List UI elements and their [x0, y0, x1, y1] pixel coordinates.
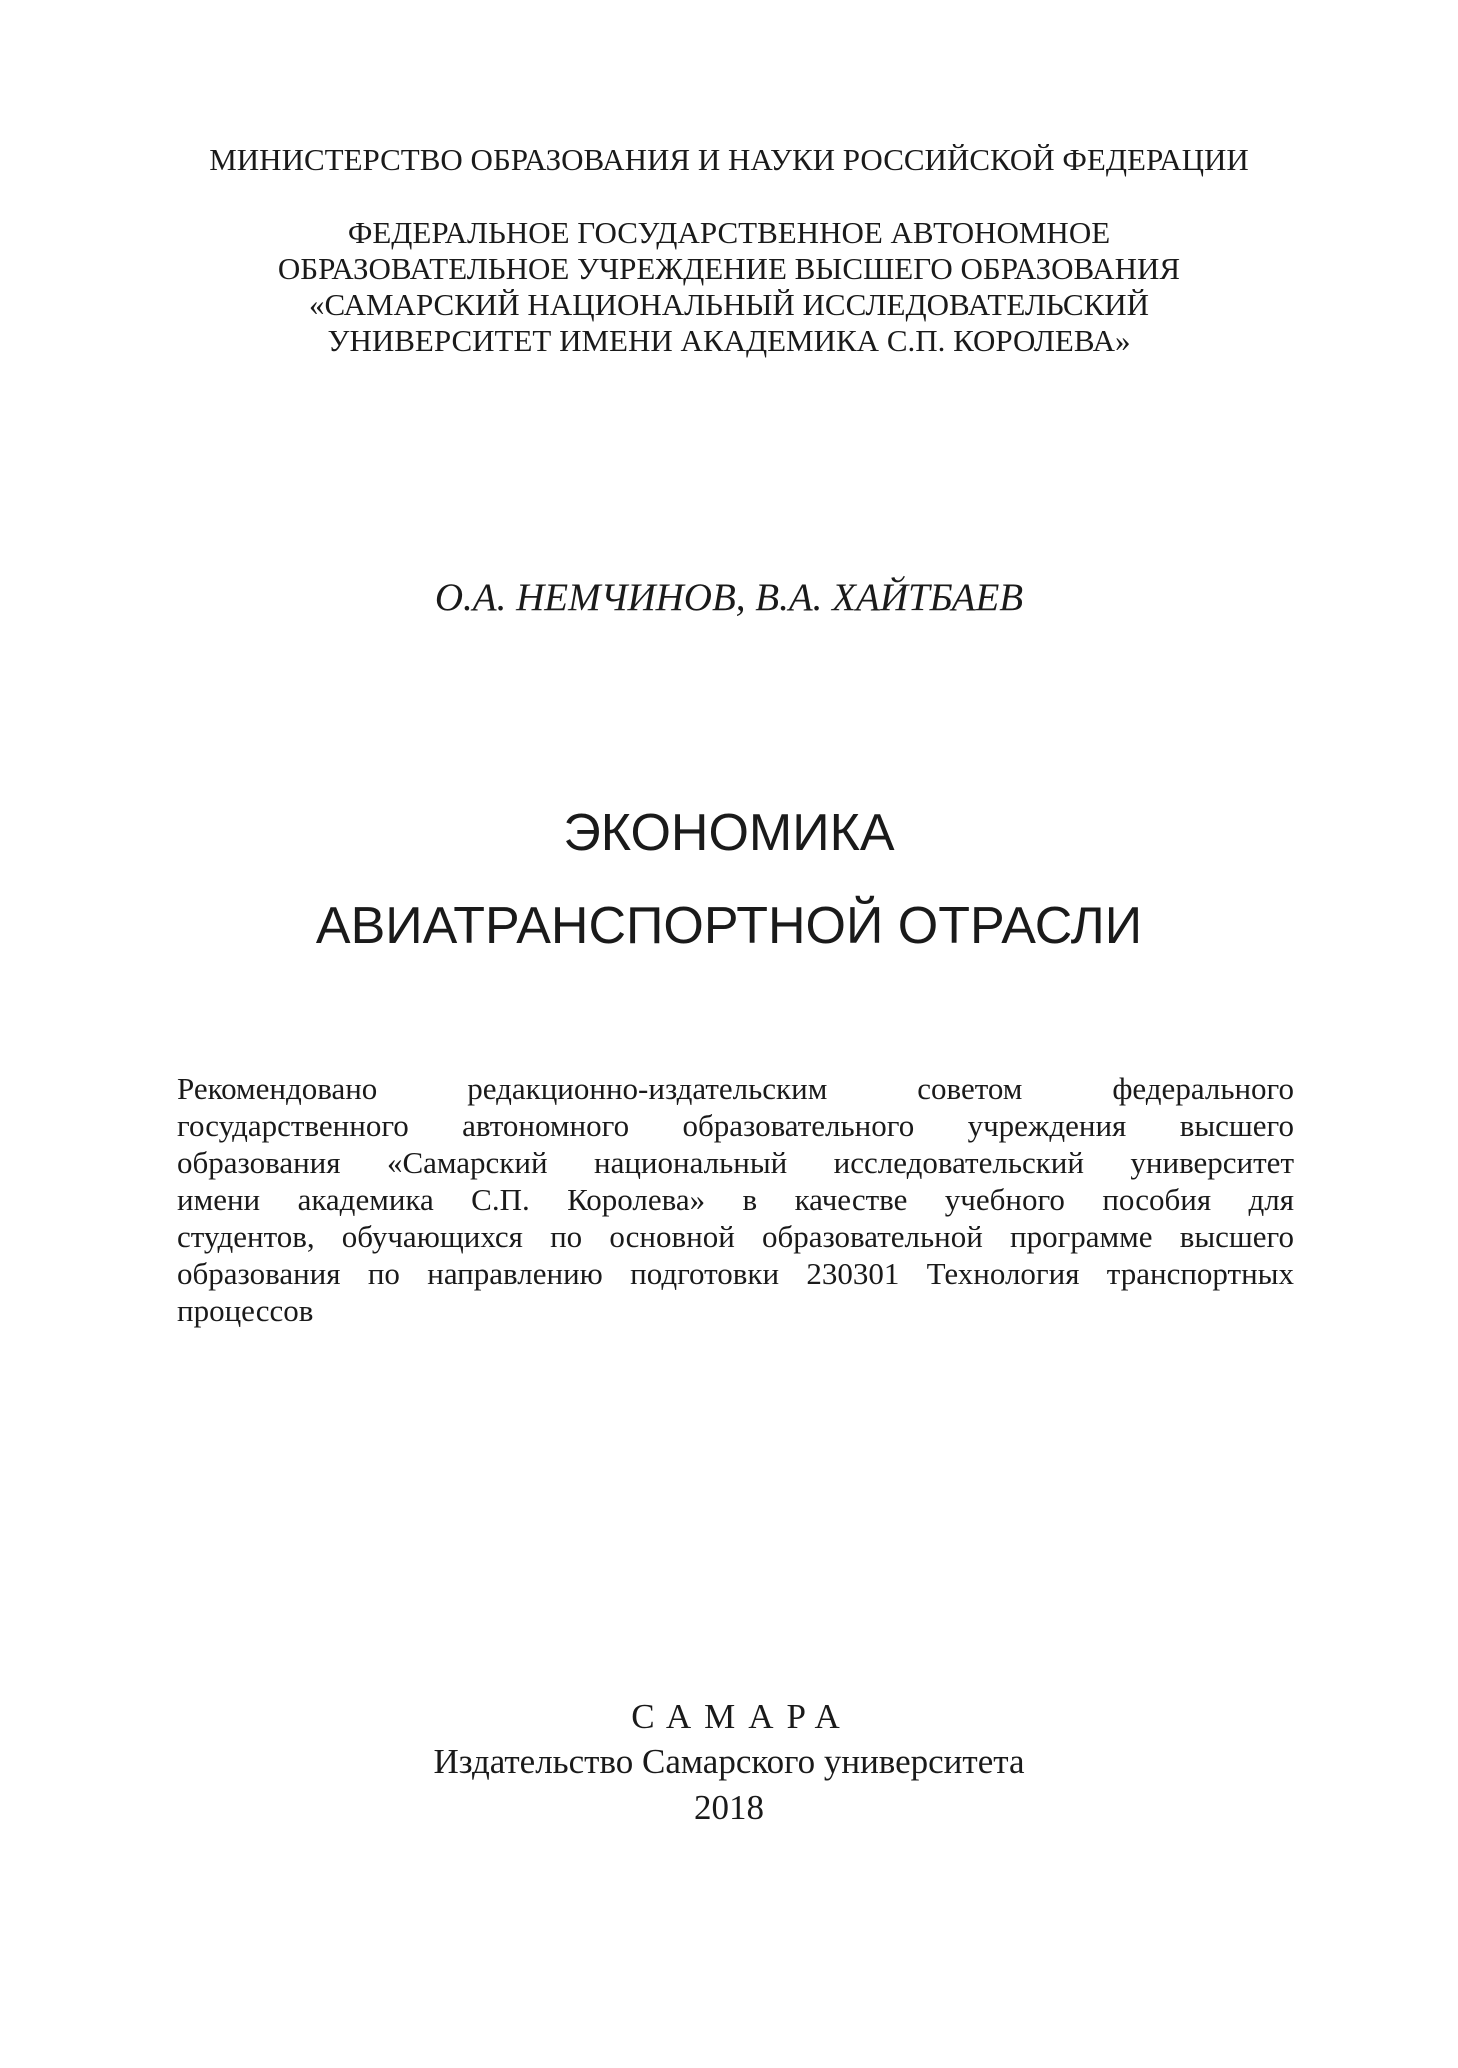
- institution-line: ФЕДЕРАЛЬНОЕ ГОСУДАРСТВЕННОЕ АВТОНОМНОЕ: [347, 215, 1111, 250]
- publication-city: САМАРА: [631, 1697, 853, 1736]
- recommendation-line: студентов, обучающихся по основной образовательной программе высшего: [177, 1219, 1294, 1254]
- book-title-line-2: АВИАТРАНСПОРТНОЙ ОТРАСЛИ: [315, 897, 1143, 955]
- recommendation-line: государственного автономного образовательного учреждения высшего: [177, 1108, 1294, 1143]
- ministry-heading: МИНИСТЕРСТВО ОБРАЗОВАНИЯ И НАУКИ РОССИЙСКОЙ ФЕДЕРАЦИИ: [209, 142, 1249, 177]
- publication-year: 2018: [694, 1788, 764, 1827]
- institution-line: ОБРАЗОВАТЕЛЬНОЕ УЧРЕЖДЕНИЕ ВЫСШЕГО ОБРАЗОВАНИЯ: [277, 251, 1181, 286]
- recommendation-line: процессов: [177, 1293, 314, 1328]
- recommendation-text: [177, 1070, 1294, 1329]
- institution-line: УНИВЕРСИТЕТ ИМЕНИ АКАДЕМИКА С.П. КОРОЛЕВА»: [327, 323, 1131, 358]
- institution-line: «САМАРСКИЙ НАЦИОНАЛЬНЫЙ ИССЛЕДОВАТЕЛЬСКИЙ: [308, 287, 1150, 322]
- recommendation-line: имени академика С.П. Королева» в качестве учебного пособия для: [177, 1182, 1294, 1217]
- recommendation-line: Рекомендовано редакционно-издательским советом федерального: [177, 1071, 1294, 1106]
- publisher: Издательство Самарского университета: [433, 1742, 1025, 1781]
- institution-name: [0, 215, 1458, 359]
- recommendation-line: образования «Самарский национальный исследовательский университет: [177, 1145, 1294, 1180]
- book-title-line-1: ЭКОНОМИКА: [563, 804, 895, 862]
- recommendation-line: образования по направлению подготовки 230301 Технология транспортных: [177, 1256, 1294, 1291]
- authors: О.А. НЕМЧИНОВ, В.А. ХАЙТБАЕВ: [434, 576, 1024, 619]
